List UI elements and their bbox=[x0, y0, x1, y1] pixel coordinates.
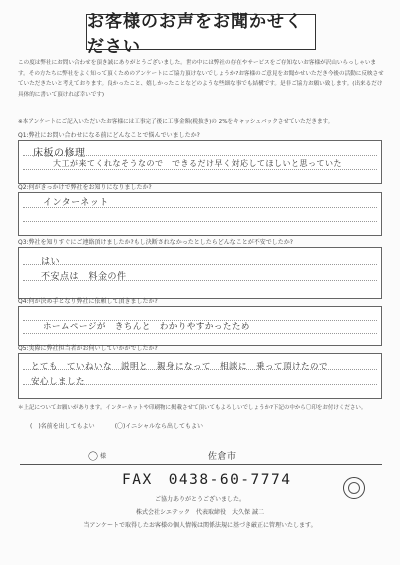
question-2 bbox=[18, 183, 382, 236]
answer-text: 安心しました bbox=[31, 377, 86, 387]
question-label: Q5:実際に弊社担当者がお伺いしていかがでしたか? bbox=[18, 345, 158, 352]
question-label: Q1:弊社にお問い合わせになる前にどんなことで悩んでいましたか? bbox=[18, 132, 200, 139]
page-title: お客様のお声をお聞かせください bbox=[87, 12, 303, 57]
customer-name: 〇 bbox=[88, 452, 99, 463]
option-initial-ok[interactable]: (〇)イニシャルなら出してもよい bbox=[114, 423, 204, 430]
permission-request: ＊上記についてお願いがあります。インターネットや印刷物に掲載させて頂いてもよろしいでしょうか?下記の中から〇印をお付けください。 bbox=[18, 405, 367, 411]
company-line: 株式会社シエテック 代表取締役 大久保 誠二 bbox=[136, 509, 264, 516]
answer-text: ホームページが きちんと わかりやすかったため bbox=[43, 322, 250, 332]
answer-text: 床板の修理 bbox=[33, 148, 86, 159]
publish-options bbox=[30, 421, 203, 430]
question-4 bbox=[18, 297, 382, 346]
question-5 bbox=[18, 344, 382, 399]
question-3 bbox=[18, 238, 382, 299]
answer-box[interactable] bbox=[18, 192, 382, 236]
answer-text: インターネット bbox=[43, 198, 109, 208]
answer-box[interactable] bbox=[18, 353, 382, 399]
title-box bbox=[86, 12, 316, 57]
signature-row[interactable] bbox=[20, 446, 382, 465]
privacy-note: 当アンケートで取得したお客様の個人情報は関係法規に基づき厳正に管理いたします。 bbox=[83, 522, 317, 529]
question-1 bbox=[18, 131, 382, 184]
intro-text: この度は弊社にお問い合わせを頂き誠にありがとうございました。世の中には弊社の存在やサービスをご存知ないお客様が沢山いらっしゃいます。その方たちに弊社をよく知って頂くためのアンケートにご協力頂けないでしょうか?お客様のご意見をお聞かせいただき今後の活動に反映させていただきたいと考えております。良かったこと、嬉しかったことなどのような些細な事でも結構です。是非ご協力お願い致します。(出来るだけ具体的に書いて頂ければ幸いです) bbox=[18, 60, 384, 98]
answer-box[interactable] bbox=[18, 140, 382, 184]
fax-number: FAX 0438-60-7774 bbox=[122, 472, 292, 488]
question-label: Q2:何がきっかけで弊社をお知りになりましたか? bbox=[18, 184, 152, 191]
answer-box[interactable] bbox=[18, 306, 382, 346]
company-seal-icon bbox=[343, 477, 365, 499]
thanks-text: ご協力ありがとうございました。 bbox=[154, 496, 245, 503]
answer-text: 大工が来てくれなそうなので できるだけ早く対応してほしいと思っていた bbox=[53, 159, 342, 168]
question-label: Q3:弊社を知りすぐにご連絡頂けましたか?もし決断されなかったとしたらどんなことが不安でしたか? bbox=[18, 239, 293, 246]
answer-text: とても ていねいな 説明と 親身になって 相談に 乗って頂けたので bbox=[31, 362, 329, 372]
answer-text: はい bbox=[41, 257, 61, 267]
answer-text: 不安点は 料金の件 bbox=[41, 272, 127, 282]
question-label: Q4:何が決め手となり弊社に依頼して頂きましたか? bbox=[18, 298, 158, 305]
customer-city: 佐倉市 bbox=[208, 452, 237, 462]
option-name-ok[interactable]: ( )名前を出してもよい bbox=[30, 423, 95, 430]
answer-box[interactable] bbox=[18, 247, 382, 299]
cashback-note: ※本アンケートにご記入いただいたお客様には工事完了後に工事金額(税抜き)の 2%をキャッシュバックさせていただきます。 bbox=[18, 119, 334, 125]
honorific: 様 bbox=[100, 453, 107, 460]
